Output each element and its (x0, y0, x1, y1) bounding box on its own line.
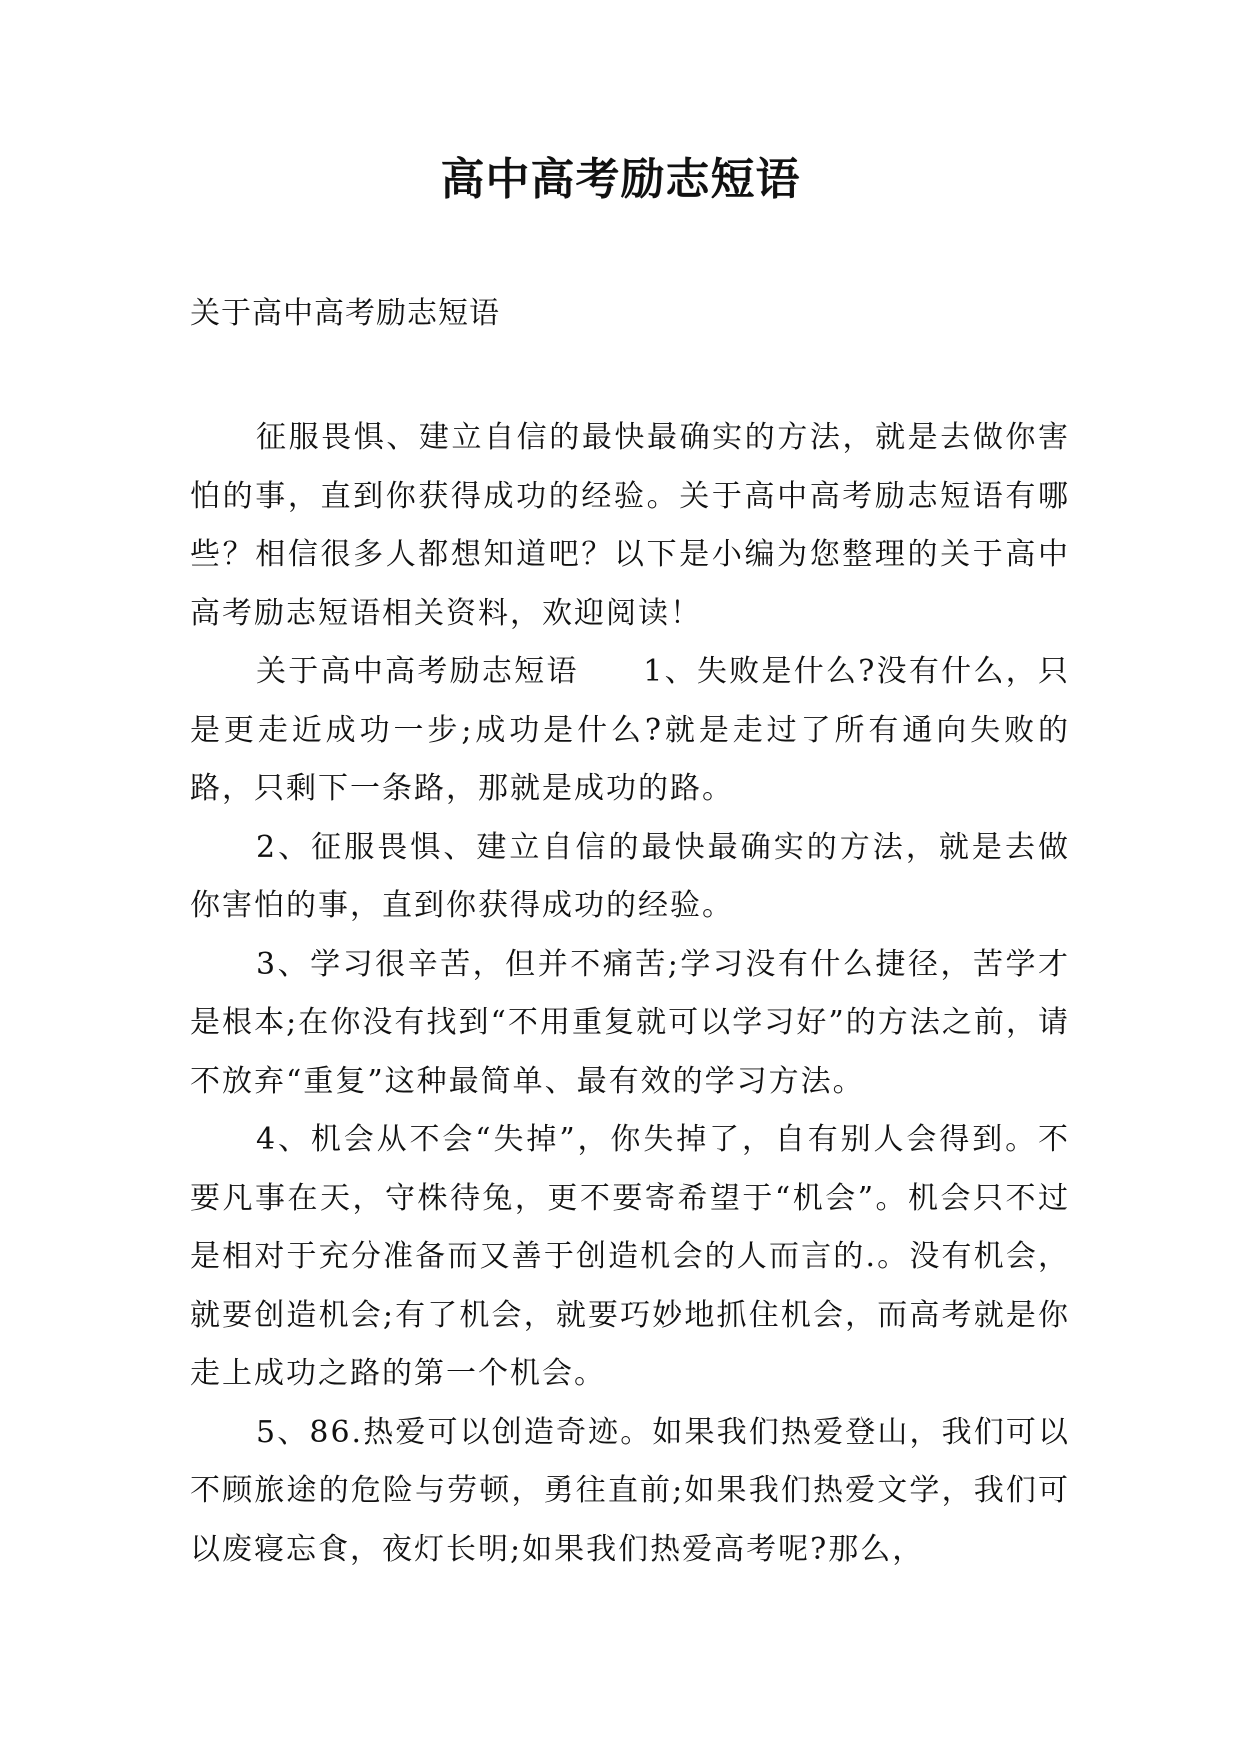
paragraph-intro: 征服畏惧、建立自信的最快最确实的方法，就是去做你害怕的事，直到你获得成功的经验。关于高中高考励志短语有哪些？相信很多人都想知道吧？以下是小编为您整理的关于高中高考励志短语相关资料，欢迎阅读！ (190, 420, 1070, 631)
document-title: 高中高考励志短语 (440, 154, 801, 205)
paragraph-item-1: 关于高中高考励志短语 1、失败是什么?没有什么，只是更走近成功一步;成功是什么?就是走过了所有通向失败的路，只剩下一条路，那就是成功的路。 (190, 654, 1070, 806)
paragraph-item-5: 5、86.热爱可以创造奇迹。如果我们热爱登山，我们可以不顾旅途的危险与劳顿，勇往直前;如果我们热爱文学，我们可以废寝忘食，夜灯长明;如果我们热爱高考呢?那么， (190, 1414, 1070, 1567)
paragraph-item-2: 2、征服畏惧、建立自信的最快最确实的方法，就是去做你害怕的事，直到你获得成功的经验。 (190, 829, 1070, 923)
document-body (190, 409, 1070, 1579)
paragraph-item-4: 4、机会从不会“失掉”，你失掉了，自有别人会得到。不要凡事在天，守株待兔，更不要寄希望于“机会”。机会只不过是相对于充分准备而又善于创造机会的人而言的.。没有机会，就要创造机会;有了机会，就要巧妙地抓住机会，而高考就是你走上成功之路的第一个机会。 (190, 1122, 1070, 1391)
document-subtitle: 关于高中高考励志短语 (190, 296, 500, 331)
paragraph-item-3: 3、学习很辛苦，但并不痛苦;学习没有什么捷径，苦学才是根本;在你没有找到“不用重复就可以学习好”的方法之前，请不放弃“重复”这种最简单、最有效的学习方法。 (190, 946, 1070, 1099)
